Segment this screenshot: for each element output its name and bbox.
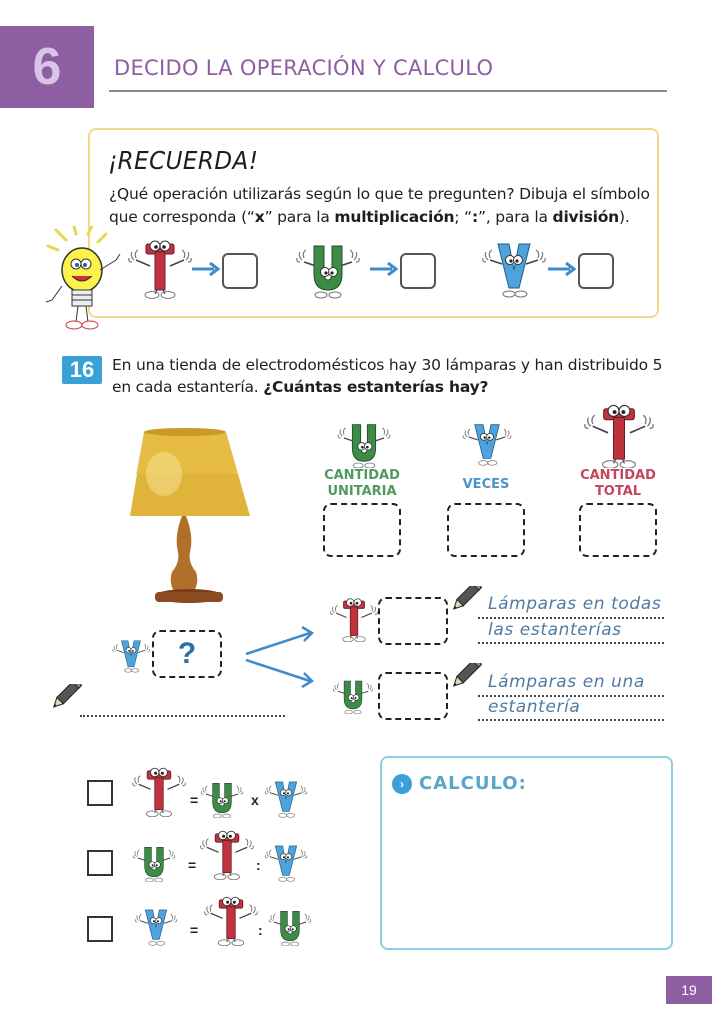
branch-1-dotted-line-2 xyxy=(478,642,664,644)
label-cantidad-unitaria: CANTIDAD UNITARIA xyxy=(324,468,400,499)
answer-box-u[interactable] xyxy=(400,253,436,289)
pencil-icon xyxy=(52,684,82,718)
divide-sign: : xyxy=(256,857,261,873)
pencil-icon xyxy=(452,586,482,620)
letter-t-character-icon xyxy=(132,765,186,817)
chapter-title: DECIDO LA OPERACIÓN Y CALCULO xyxy=(114,56,494,80)
branch-arrows-icon xyxy=(242,625,318,689)
multiply-sign: x xyxy=(251,792,259,808)
page-number: 19 xyxy=(666,976,712,1004)
equals-sign: = xyxy=(190,922,199,938)
letter-t-character-icon xyxy=(200,828,254,880)
branch-2-dotted-line-2 xyxy=(478,719,664,721)
chapter-badge xyxy=(0,26,94,108)
letter-t-character-icon xyxy=(204,894,258,946)
pencil-icon xyxy=(452,663,482,697)
equals-sign: = xyxy=(190,792,199,808)
arrow-right-icon xyxy=(548,262,576,276)
option-checkbox-1[interactable] xyxy=(87,780,113,806)
letter-u-character-icon xyxy=(132,842,176,882)
answer-line[interactable] xyxy=(80,715,285,717)
letter-v-character-icon xyxy=(112,637,150,673)
recuerda-line-2: que corresponda (“x” para la multiplicación; “:”, para la división). xyxy=(109,208,630,226)
problem-statement: En una tienda de electrodomésticos hay 30 lámparas y han distribuido 5 en cada estantería. ¿Cuántas estanterías hay? xyxy=(112,356,663,396)
arrow-right-icon xyxy=(370,262,398,276)
recuerda-instructions xyxy=(109,183,654,229)
input-box-cantidad-unitaria[interactable] xyxy=(323,503,401,557)
chevron-right-circle-icon: › xyxy=(392,774,412,794)
equals-sign: = xyxy=(188,857,197,873)
lightbulb-mascot-icon xyxy=(44,226,128,334)
unknown-value-box[interactable] xyxy=(152,630,222,678)
label-veces: VECES xyxy=(462,477,510,492)
letter-u-character-icon xyxy=(268,906,312,946)
label-cantidad-total: CANTIDAD TOTAL xyxy=(580,468,656,499)
answer-box-t[interactable] xyxy=(222,253,258,289)
divide-sign: : xyxy=(258,922,263,938)
option-checkbox-2[interactable] xyxy=(87,850,113,876)
branch-2-line-1: Lámparas en una xyxy=(488,672,645,692)
answer-box-v[interactable] xyxy=(578,253,614,289)
letter-u-character-icon xyxy=(332,418,396,468)
header-divider xyxy=(109,90,667,92)
letter-t-character-icon xyxy=(128,238,192,302)
letter-v-character-icon xyxy=(264,842,308,882)
letter-v-character-icon xyxy=(462,420,512,466)
branch-1-dotted-line-1 xyxy=(478,617,664,619)
letter-u-character-icon xyxy=(332,676,374,714)
input-box-lamps-per-shelf[interactable] xyxy=(378,672,448,720)
branch-1-line-2: las estanterías xyxy=(488,620,622,640)
branch-1-line-1: Lámparas en todas xyxy=(488,594,662,614)
recuerda-title: ¡RECUERDA! xyxy=(108,146,259,175)
input-box-total-lamps[interactable] xyxy=(378,597,448,645)
input-box-veces[interactable] xyxy=(447,503,525,557)
input-box-cantidad-total[interactable] xyxy=(579,503,657,557)
calculo-label: CALCULO: xyxy=(419,773,527,794)
option-checkbox-3[interactable] xyxy=(87,916,113,942)
branch-2-line-2: estantería xyxy=(488,697,581,717)
question-mark: ? xyxy=(177,637,197,670)
letter-u-character-icon xyxy=(200,778,244,818)
letter-v-character-icon xyxy=(264,778,308,818)
arrow-right-icon xyxy=(192,262,220,276)
lamp-illustration-icon xyxy=(128,424,252,614)
recuerda-line-1: ¿Qué operación utilizarás según lo que te pregunten? Dibuja el símbolo xyxy=(109,185,650,203)
letter-v-character-icon xyxy=(482,238,546,302)
letter-t-character-icon xyxy=(584,402,654,468)
chapter-number: 6 xyxy=(32,38,62,96)
letter-v-character-icon xyxy=(134,906,178,946)
letter-u-character-icon xyxy=(296,238,360,302)
letter-t-character-icon xyxy=(330,596,378,642)
problem-number-badge: 16 xyxy=(62,356,102,384)
